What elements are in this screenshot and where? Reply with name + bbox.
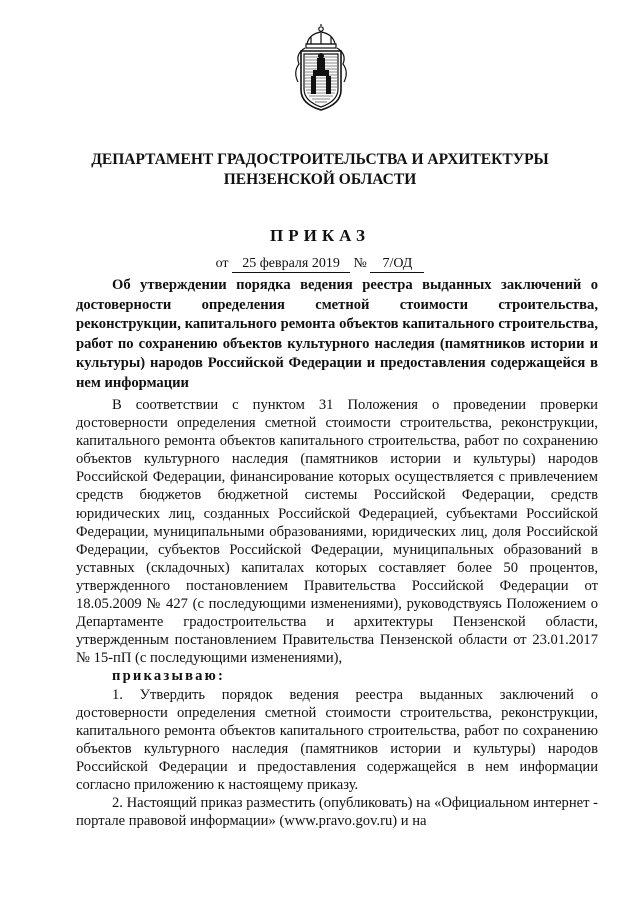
order-title: ПРИКАЗ (270, 226, 370, 245)
department-line-2: ПЕНЗЕНСКОЙ ОБЛАСТИ (223, 171, 417, 188)
order-number: 7/ОД (370, 256, 424, 273)
order-body (76, 396, 598, 830)
decree-word: приказываю: (112, 668, 226, 685)
heading-text: Об утверждении порядка ведения реестра выданных заключений о достоверности определения сметной стоимости строительства, реконструкции, капитального ремонта объектов капитального строительства, работ по сохранению объектов культурного наследия (памятников истории и культуры) народов Российской Федерации и предоставления содержащейся в нем информации (76, 277, 598, 391)
from-label: от (215, 256, 229, 271)
department-line-1: ДЕПАРТАМЕНТ ГРАДОСТРОИТЕЛЬСТВА И АРХИТЕКТУРЫ (91, 151, 549, 168)
order-heading (76, 276, 598, 393)
order-date: 25 февраля 2019 (232, 256, 350, 273)
item-2-paragraph: 2. Настоящий приказ разместить (опубликовать) на «Официальном интернет - портале правовой информации» (www.pravo.gov.ru) и на (76, 795, 599, 830)
coat-of-arms-icon (289, 24, 353, 114)
preamble-paragraph: В соответствии с пунктом 31 Положения о проведении проверки достоверности определения сметной стоимости строительства, реконструкции, капитального ремонта объектов капитального строительства, работ по сохранению объектов культурного наследия (памятников истории и культуры) народов Российской Федерации, финансирование которых осуществляется с привлечением средств бюджетов бюджетной системы Российской Федерации, средств юридических лиц, созданных Российской Федерацией, субъектами Российской Федерации, муниципальными образованиями, юридических лиц, доля Российской Федерации, субъектов Российской Федерации, муниципальных образований в уставных (складочных) капиталах которых составляет более 50 процентов, утвержденного постановлением Правительства Российской Федерации от 18.05.2009 № 427 (с последующими изменениями), руководствуясь Положением о Департаменте градостроительства и архитектуры Пензенской области, утвержденным постановлением Правительства Пензенской области от 23.01.2017 № 15-пП (с последующими изменениями), (76, 397, 598, 667)
department-name (0, 150, 640, 190)
item-1-paragraph: 1. Утвердить порядок ведения реестра выданных заключений о достоверности определения сметной стоимости строительства, реконструкции, капитального ремонта объектов капитального строительства, работ по сохранению объектов культурного наследия (памятников истории и культуры) народов Российской Федерации и предоставления содержащейся в нем информации согласно приложению к настоящему приказу. (76, 686, 598, 793)
number-label: № (353, 256, 367, 271)
order-date-number (0, 256, 640, 273)
